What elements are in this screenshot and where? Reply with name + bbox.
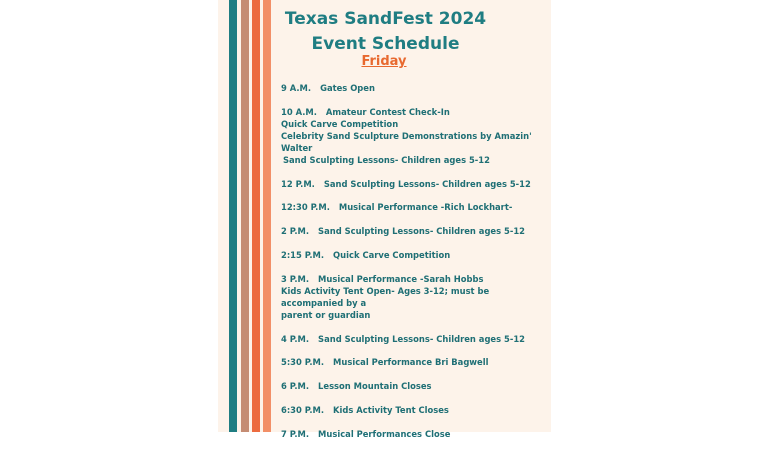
event-activity: Sand Sculpting Lessons- Children ages 5-12 [323,178,531,189]
schedule-item-first-line [281,333,543,345]
schedule-item-first-line [281,249,543,261]
schedule-poster [218,0,551,439]
orange-stripe [252,0,260,432]
schedule-item [281,201,543,213]
title-line-2: Event Schedule [311,34,460,54]
event-activity: Musical Performance -Rich Lockhart- [338,202,513,213]
schedule-item-first-line [281,380,543,392]
event-activity-extra: parent or guardian [281,309,371,320]
schedule-item-first-line [281,356,543,368]
event-activity-extra: Sand Sculpting Lessons- Children ages 5-12 [283,154,490,165]
event-time: 6 P.M. [281,381,310,392]
schedule-item [281,178,543,190]
schedule-item [281,249,543,261]
title-line-1: Texas SandFest 2024 [284,9,487,29]
event-schedule-list [281,82,543,452]
event-time: 4 P.M. [281,333,310,344]
event-time: 7 P.M. [281,428,310,439]
event-time: 10 A.M. [281,106,317,117]
schedule-item-first-line [281,201,543,213]
poster-title [270,7,501,57]
peach-stripe [263,0,271,432]
event-activity: Sand Sculpting Lessons- Children ages 5-12 [318,333,525,344]
event-time: 5:30 P.M. [281,357,325,368]
event-activity: Gates Open [320,83,375,93]
event-activity: Amateur Contest Check-In [325,106,450,117]
schedule-item-first-line [281,225,543,237]
schedule-item-first-line [281,404,543,416]
event-activity-extra: Celebrity Sand Sculpture Demonstrations by Amazin' Walter [281,130,532,153]
schedule-item [281,380,543,392]
event-time: 2:15 P.M. [281,249,325,260]
schedule-item [281,225,543,237]
event-activity: Musical Performances Close [318,428,451,439]
event-time: 12 P.M. [281,178,315,189]
event-activity: Musical Performance Bri Bagwell [333,357,489,368]
schedule-item [281,273,543,321]
schedule-item-first-line [281,178,543,190]
event-time: 2 P.M. [281,226,310,237]
event-activity: Kids Activity Tent Closes [333,404,449,415]
schedule-item [281,356,543,368]
tan-stripe [241,0,249,432]
event-time: 12:30 P.M. [281,202,330,213]
schedule-item-first-line [281,273,543,285]
event-activity: Lesson Mountain Closes [318,381,432,392]
event-time: 6:30 P.M. [281,404,325,415]
teal-stripe [229,0,237,432]
event-activity-extra: Kids Activity Tent Open- Ages 3-12; must be accompanied by a [281,285,490,308]
schedule-item [281,333,543,345]
event-activity: Musical Performance -Sarah Hobbs [318,273,484,284]
day-heading: Friday [361,54,407,69]
event-time: 3 P.M. [281,273,310,284]
event-activity-extra: Quick Carve Competition [281,118,399,129]
event-time: 9 A.M. [281,83,312,93]
schedule-item [281,82,543,94]
schedule-item [281,428,543,440]
event-activity: Sand Sculpting Lessons- Children ages 5-12 [318,226,525,237]
schedule-item [281,106,543,166]
schedule-item-first-line [281,428,543,440]
schedule-item-first-line [281,106,543,118]
schedule-item-first-line [281,82,543,94]
event-activity: Quick Carve Competition [333,249,451,260]
schedule-item [281,404,543,416]
